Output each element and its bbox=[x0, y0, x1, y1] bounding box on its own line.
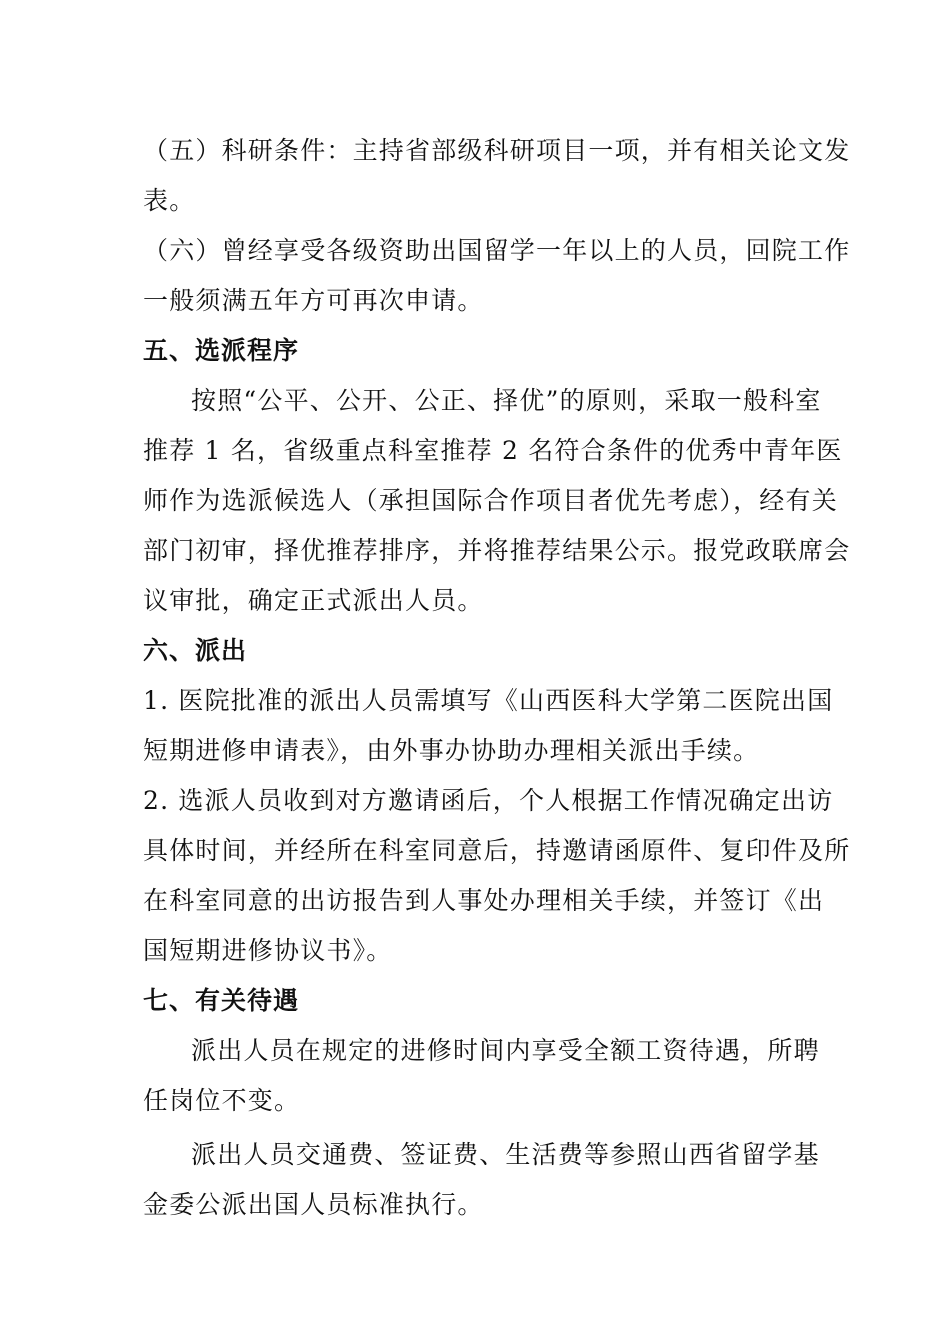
section-7-para-1-line-1: 派出人员在规定的进修时间内享受全额工资待遇，所聘 bbox=[191, 1036, 820, 1065]
section-7-para-2-line-1: 派出人员交通费、签证费、生活费等参照山西省留学基 bbox=[191, 1140, 820, 1169]
section-6-heading: 六、派出 bbox=[143, 636, 248, 665]
section-5-para-line-2: 推荐 1 名，省级重点科室推荐 2 名符合条件的优秀中青年医 bbox=[143, 436, 843, 465]
section-5-para-line-1: 按照“公平、公开、公正、择优”的原则，采取一般科室 bbox=[191, 386, 822, 415]
item-5-line-2: 表。 bbox=[143, 186, 196, 215]
item-6-line-2: 一般须满五年方可再次申请。 bbox=[143, 286, 484, 315]
section-5-para-line-5: 议审批，确定正式派出人员。 bbox=[143, 586, 484, 615]
section-6-item-1-line-1: 1. 医院批准的派出人员需填写《山西医科大学第二医院出国 bbox=[143, 686, 834, 715]
section-6-item-2-line-3: 在科室同意的出访报告到人事处办理相关手续，并签订《出 bbox=[143, 886, 825, 915]
section-6-item-1-line-2: 短期进修申请表》，由外事办协助办理相关派出手续。 bbox=[143, 736, 760, 765]
section-7-heading: 七、有关待遇 bbox=[143, 986, 300, 1015]
section-5-para-line-4: 部门初审，择优推荐排序，并将推荐结果公示。报党政联席会 bbox=[143, 536, 851, 565]
section-6-item-2-line-1: 2. 选派人员收到对方邀请函后，个人根据工作情况确定出访 bbox=[143, 786, 834, 815]
section-7-para-1-line-2: 任岗位不变。 bbox=[143, 1086, 301, 1115]
section-6-item-2-line-4: 国短期进修协议书》。 bbox=[143, 936, 393, 965]
item-6-line-1: （六）曾经享受各级资助出国留学一年以上的人员，回院工作 bbox=[143, 236, 851, 265]
document-page bbox=[143, 126, 851, 1230]
section-5-heading: 五、选派程序 bbox=[143, 336, 300, 365]
section-7-para-2-line-2: 金委公派出国人员标准执行。 bbox=[143, 1190, 484, 1219]
section-5-para-line-3: 师作为选派候选人（承担国际合作项目者优先考虑），经有关 bbox=[143, 486, 838, 515]
section-6-item-2-line-2: 具体时间，并经所在科室同意后，持邀请函原件、复印件及所 bbox=[143, 836, 851, 865]
item-5-line-1: （五）科研条件：主持省部级科研项目一项，并有相关论文发 bbox=[143, 136, 851, 165]
